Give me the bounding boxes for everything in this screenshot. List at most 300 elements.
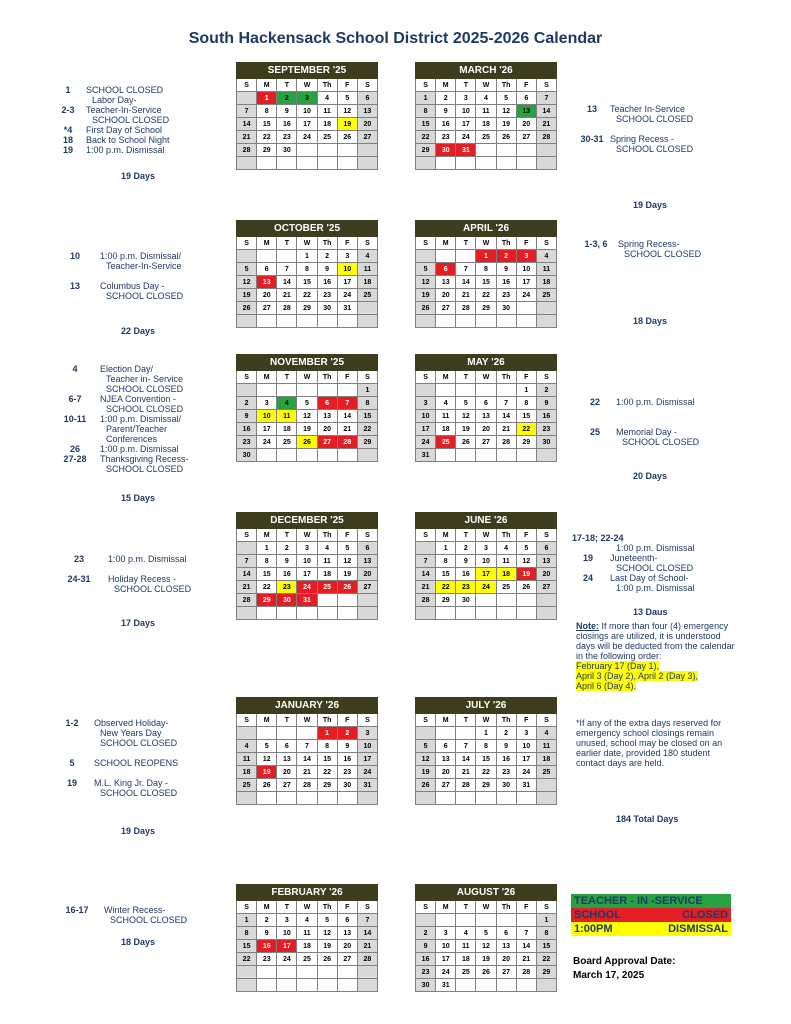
empty-cell (277, 449, 297, 462)
empty-cell (277, 157, 297, 170)
day-cell: 10 (476, 555, 496, 568)
day-cell: 20 (436, 766, 456, 779)
empty-cell (257, 607, 277, 620)
day-cell: 22 (317, 766, 337, 779)
empty-cell (436, 315, 456, 328)
empty-cell (436, 449, 456, 462)
day-cell: 12 (456, 410, 476, 423)
weekday-header: W (297, 237, 317, 250)
day-cell: 30 (496, 779, 516, 792)
weekday-header: Th (496, 237, 516, 250)
days-february: 18 Days (121, 937, 156, 947)
day-cell: 8 (317, 740, 337, 753)
day-cell: 26 (496, 131, 516, 144)
day-cell: 18 (317, 118, 337, 131)
day-cell: 14 (456, 753, 476, 766)
day-cell: 15 (516, 410, 536, 423)
day-cell: 6 (277, 740, 297, 753)
day-cell: 26 (516, 581, 536, 594)
calendar-december (236, 512, 378, 620)
day-cell: 13 (337, 927, 357, 940)
empty-cell (516, 979, 536, 992)
weekday-header: F (516, 371, 536, 384)
weekday-header: M (436, 714, 456, 727)
note-text: 1:00 p.m. Dismissal/ (100, 251, 182, 261)
empty-cell (357, 594, 377, 607)
legend-dismissal (571, 922, 731, 936)
weekday-header: M (436, 237, 456, 250)
note-date: 27-28 (63, 454, 87, 464)
empty-cell (436, 727, 456, 740)
empty-cell (237, 384, 257, 397)
day-cell: 1 (476, 250, 496, 263)
weekday-header: T (456, 79, 476, 92)
empty-cell (257, 157, 277, 170)
empty-cell (337, 792, 357, 805)
day-cell: 8 (297, 263, 317, 276)
day-cell: 25 (237, 779, 257, 792)
empty-cell (416, 250, 436, 263)
weekday-header: S (237, 79, 257, 92)
day-cell: 25 (357, 289, 377, 302)
note-date: 1 (65, 85, 71, 95)
note-order-1: February 17 (Day 1), (576, 661, 660, 671)
note-text: Columbus Day - (100, 281, 165, 291)
day-cell: 6 (436, 263, 456, 276)
weekday-header: S (416, 79, 436, 92)
day-cell: 7 (456, 263, 476, 276)
day-cell: 31 (456, 144, 476, 157)
day-cell: 6 (257, 263, 277, 276)
day-cell: 26 (257, 779, 277, 792)
weekday-header: Th (496, 529, 516, 542)
day-cell: 24 (416, 436, 436, 449)
board-approval (573, 955, 675, 983)
note-text: SCHOOL CLOSED (86, 85, 164, 95)
empty-cell (357, 449, 377, 462)
note-date: 25 (589, 427, 600, 437)
day-cell: 15 (257, 568, 277, 581)
days-september: 19 Days (121, 171, 156, 181)
day-cell: 24 (516, 766, 536, 779)
weekday-header: T (456, 714, 476, 727)
day-cell: 29 (357, 436, 377, 449)
day-cell: 5 (476, 927, 496, 940)
day-cell: 21 (516, 953, 536, 966)
empty-cell (516, 449, 536, 462)
empty-cell (237, 727, 257, 740)
day-cell: 5 (516, 542, 536, 555)
weekday-header: T (456, 529, 476, 542)
day-cell: 10 (456, 105, 476, 118)
day-cell: 19 (516, 568, 536, 581)
day-cell: 1 (536, 914, 556, 927)
day-cell: 10 (516, 263, 536, 276)
note-text: If more than four (4) emergency closings are utilized, it is understood days will be deducted from the calendar in the following order: (576, 621, 735, 661)
day-cell: 19 (257, 766, 277, 779)
empty-cell (496, 914, 516, 927)
note-text: Last Day of School- (610, 573, 689, 583)
note-text: SCHOOL CLOSED (616, 563, 694, 573)
note-text: Spring Recess - (610, 134, 675, 144)
note-text: 1:00 p.m. Dismissal (616, 397, 695, 407)
weekday-header: Th (317, 371, 337, 384)
weekday-header: M (257, 529, 277, 542)
month-title: FEBRUARY '26 (237, 885, 378, 901)
empty-cell (237, 542, 257, 555)
empty-cell (257, 792, 277, 805)
day-cell: 24 (337, 289, 357, 302)
day-cell: 9 (456, 555, 476, 568)
note-text: Teacher-In-Service (86, 105, 162, 115)
weekday-header: M (257, 237, 277, 250)
day-cell: 25 (456, 966, 476, 979)
day-cell: 13 (257, 276, 277, 289)
day-cell: 7 (357, 914, 377, 927)
days-april: 18 Days (633, 316, 668, 326)
day-cell: 9 (536, 397, 556, 410)
empty-cell (436, 914, 456, 927)
calendar-september (236, 62, 378, 170)
empty-cell (516, 157, 536, 170)
empty-cell (476, 979, 496, 992)
day-cell: 17 (476, 568, 496, 581)
day-cell: 11 (436, 410, 456, 423)
day-cell: 30 (436, 144, 456, 157)
day-cell: 10 (297, 555, 317, 568)
day-cell: 28 (357, 953, 377, 966)
day-cell: 8 (237, 927, 257, 940)
empty-cell (337, 594, 357, 607)
day-cell: 5 (456, 397, 476, 410)
note-text: Winter Recess- (104, 905, 166, 915)
weekday-header: Th (317, 237, 337, 250)
note-text: M.L. King Jr. Day - (94, 778, 169, 788)
note-text: Thanksgiving Recess- (100, 454, 189, 464)
day-cell: 7 (237, 105, 257, 118)
day-cell: 30 (277, 144, 297, 157)
day-cell: 7 (456, 740, 476, 753)
day-cell: 15 (257, 118, 277, 131)
day-cell: 5 (416, 263, 436, 276)
note-order-3: April 6 (Day 4). (576, 681, 637, 691)
note-text: SCHOOL CLOSED (106, 384, 184, 394)
day-cell: 11 (277, 410, 297, 423)
day-cell: 11 (536, 740, 556, 753)
day-cell: 20 (337, 940, 357, 953)
empty-cell (337, 157, 357, 170)
note-date: 24 (582, 573, 593, 583)
empty-cell (317, 315, 337, 328)
note-date: 10 (69, 251, 80, 261)
day-cell: 11 (476, 105, 496, 118)
day-cell: 7 (536, 92, 556, 105)
day-cell: 18 (436, 423, 456, 436)
weekday-header: M (436, 901, 456, 914)
day-cell: 13 (357, 105, 377, 118)
calendar-october (236, 220, 378, 328)
day-cell: 25 (436, 436, 456, 449)
empty-cell (496, 792, 516, 805)
day-cell: 14 (496, 410, 516, 423)
weekday-header: S (357, 237, 377, 250)
empty-cell (277, 727, 297, 740)
day-cell: 31 (357, 779, 377, 792)
empty-cell (257, 449, 277, 462)
day-cell: 18 (496, 568, 516, 581)
day-cell: 13 (277, 753, 297, 766)
empty-cell (516, 302, 536, 315)
note-date: 22 (589, 397, 600, 407)
calendar-november (236, 354, 378, 462)
day-cell: 26 (297, 436, 317, 449)
empty-cell (297, 979, 317, 992)
note-date: 1-3, 6 (584, 239, 608, 249)
empty-cell (536, 979, 556, 992)
day-cell: 3 (416, 397, 436, 410)
empty-cell (456, 979, 476, 992)
empty-cell (357, 157, 377, 170)
days-december: 17 Days (121, 618, 156, 628)
day-cell: 23 (416, 966, 436, 979)
day-cell: 15 (436, 568, 456, 581)
note-text: 1:00 p.m. Dismissal (86, 145, 165, 155)
day-cell: 20 (317, 423, 337, 436)
empty-cell (496, 315, 516, 328)
empty-cell (536, 302, 556, 315)
legend-green-text: TEACHER - IN -SERVICE (574, 895, 703, 907)
empty-cell (536, 144, 556, 157)
day-cell: 19 (337, 118, 357, 131)
weekday-header: W (476, 529, 496, 542)
day-cell: 7 (496, 397, 516, 410)
empty-cell (277, 966, 297, 979)
day-cell: 26 (317, 953, 337, 966)
empty-cell (416, 914, 436, 927)
note-text: Spring Recess- (618, 239, 680, 249)
empty-cell (416, 157, 436, 170)
days-may: 20 Days (633, 471, 668, 481)
weekday-header: M (436, 529, 456, 542)
empty-cell (357, 792, 377, 805)
day-cell: 18 (476, 118, 496, 131)
day-cell: 8 (257, 555, 277, 568)
day-cell: 8 (476, 740, 496, 753)
day-cell: 27 (317, 436, 337, 449)
weekday-header: T (456, 237, 476, 250)
empty-cell (516, 594, 536, 607)
empty-cell (237, 966, 257, 979)
emergency-note (576, 621, 741, 691)
day-cell: 25 (317, 131, 337, 144)
weekday-header: W (476, 237, 496, 250)
day-cell: 16 (257, 940, 277, 953)
note-text: Holiday Recess - (108, 574, 177, 584)
day-cell: 4 (357, 250, 377, 263)
weekday-header: S (536, 237, 556, 250)
day-cell: 24 (277, 953, 297, 966)
day-cell: 20 (357, 568, 377, 581)
day-cell: 4 (277, 397, 297, 410)
empty-cell (416, 315, 436, 328)
weekday-header: S (237, 371, 257, 384)
day-cell: 3 (257, 397, 277, 410)
day-cell: 22 (257, 131, 277, 144)
empty-cell (317, 594, 337, 607)
note-date: 19 (66, 778, 77, 788)
day-cell: 13 (436, 276, 456, 289)
legend (571, 894, 731, 936)
month-title: JANUARY '26 (237, 698, 378, 714)
day-cell: 4 (317, 542, 337, 555)
day-cell: 2 (237, 397, 257, 410)
empty-cell (516, 315, 536, 328)
note-date: 2-3 (61, 105, 75, 115)
footnote: *If any of the extra days reserved for emergency school closings remain unused, school may be closed on an earlier date, provided 180 student contact days are held. (576, 718, 723, 768)
day-cell: 16 (496, 276, 516, 289)
day-cell: 9 (436, 105, 456, 118)
days-october: 22 Days (121, 326, 156, 336)
day-cell: 10 (337, 263, 357, 276)
day-cell: 6 (476, 397, 496, 410)
day-cell: 5 (337, 542, 357, 555)
weekday-header: M (436, 79, 456, 92)
weekday-header: W (297, 371, 317, 384)
day-cell: 4 (456, 927, 476, 940)
day-cell: 21 (237, 131, 257, 144)
day-cell: 21 (297, 766, 317, 779)
empty-cell (357, 607, 377, 620)
empty-cell (297, 157, 317, 170)
weekday-header: S (416, 529, 436, 542)
empty-cell (536, 779, 556, 792)
empty-cell (357, 315, 377, 328)
note-text: Juneteenth- (610, 553, 658, 563)
day-cell: 26 (237, 302, 257, 315)
weekday-header: S (536, 371, 556, 384)
weekday-header: Th (496, 714, 516, 727)
empty-cell (496, 449, 516, 462)
day-cell: 16 (277, 118, 297, 131)
day-cell: 2 (416, 927, 436, 940)
weekday-header: S (416, 237, 436, 250)
empty-cell (536, 792, 556, 805)
day-cell: 13 (476, 410, 496, 423)
day-cell: 24 (476, 581, 496, 594)
day-cell: 28 (456, 779, 476, 792)
day-cell: 5 (317, 914, 337, 927)
note-date: 30-31 (580, 134, 604, 144)
note-order-2: April 3 (Day 2), April 2 (Day 3), (576, 671, 699, 681)
day-cell: 27 (277, 779, 297, 792)
day-cell: 6 (516, 92, 536, 105)
note-text: Back to School Night (86, 135, 170, 145)
day-cell: 30 (237, 449, 257, 462)
note-label: Note: (576, 621, 599, 631)
note-date: 1-2 (65, 718, 79, 728)
empty-cell (237, 792, 257, 805)
weekday-header: Th (496, 371, 516, 384)
day-cell: 30 (536, 436, 556, 449)
empty-cell (476, 594, 496, 607)
day-cell: 3 (436, 927, 456, 940)
calendar-june (415, 512, 557, 620)
empty-cell (476, 914, 496, 927)
day-cell: 18 (297, 940, 317, 953)
day-cell: 21 (416, 581, 436, 594)
day-cell: 22 (237, 953, 257, 966)
day-cell: 5 (416, 740, 436, 753)
day-cell: 13 (516, 105, 536, 118)
note-text: 1:00 p.m. Dismissal/ (100, 414, 182, 424)
day-cell: 4 (476, 92, 496, 105)
days-january: 19 Days (121, 826, 156, 836)
day-cell: 17 (436, 953, 456, 966)
weekday-header: S (536, 714, 556, 727)
day-cell: 8 (257, 105, 277, 118)
note-date: 17-18; 22-24 (572, 533, 624, 543)
approval-label: Board Approval Date: (573, 956, 676, 967)
day-cell: 2 (337, 727, 357, 740)
day-cell: 23 (496, 289, 516, 302)
day-cell: 20 (436, 289, 456, 302)
empty-cell (536, 607, 556, 620)
empty-cell (536, 315, 556, 328)
empty-cell (416, 607, 436, 620)
day-cell: 21 (456, 766, 476, 779)
day-cell: 12 (337, 105, 357, 118)
empty-cell (456, 157, 476, 170)
legend-red-text-1: SCHOOL (574, 909, 622, 921)
weekday-header: F (337, 901, 357, 914)
day-cell: 6 (536, 542, 556, 555)
empty-cell (317, 979, 337, 992)
note-date: 5 (69, 758, 75, 768)
calendar-may (415, 354, 557, 462)
empty-cell (317, 144, 337, 157)
days-november: 15 Days (121, 493, 156, 503)
day-cell: 26 (416, 302, 436, 315)
day-cell: 8 (516, 397, 536, 410)
day-cell: 20 (277, 766, 297, 779)
day-cell: 19 (496, 118, 516, 131)
day-cell: 16 (456, 568, 476, 581)
note-date: 10-11 (63, 414, 87, 424)
day-cell: 3 (456, 92, 476, 105)
day-cell: 17 (277, 940, 297, 953)
empty-cell (317, 966, 337, 979)
day-cell: 5 (237, 263, 257, 276)
weekday-header: M (257, 79, 277, 92)
empty-cell (237, 157, 257, 170)
day-cell: 28 (337, 436, 357, 449)
day-cell: 1 (516, 384, 536, 397)
note-text: First Day of School (86, 125, 163, 135)
total-days: 184 Total Days (616, 814, 679, 824)
month-title: MARCH '26 (416, 63, 557, 79)
note-text: 1:00 p.m. Dismissal (100, 444, 179, 454)
weekday-header: S (357, 79, 377, 92)
day-cell: 2 (317, 250, 337, 263)
day-cell: 29 (476, 302, 496, 315)
day-cell: 30 (456, 594, 476, 607)
day-cell: 16 (237, 423, 257, 436)
day-cell: 31 (416, 449, 436, 462)
note-text: SCHOOL CLOSED (110, 915, 188, 925)
weekday-header: Th (317, 714, 337, 727)
empty-cell (456, 607, 476, 620)
empty-cell (297, 384, 317, 397)
